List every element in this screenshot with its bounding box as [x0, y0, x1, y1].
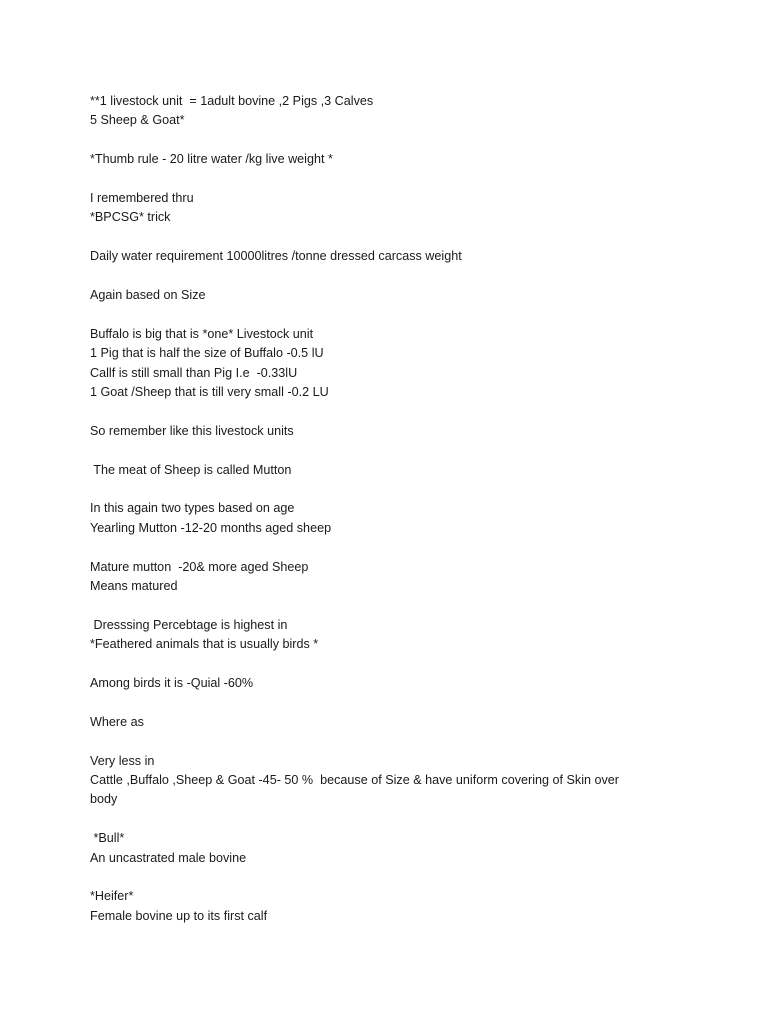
blank-line: [90, 402, 690, 421]
text-line: Again based on Size: [90, 288, 206, 302]
text-line: Cattle ,Buffalo ,Sheep & Goat -45- 50 % because of Size & have uniform covering of Skin over: [90, 773, 619, 788]
text-line: **1 livestock unit = 1adult bovine ,2 Pigs ,3 Calves: [90, 94, 374, 108]
text-line: Dresssing Percebtage is highest in: [90, 617, 288, 632]
text-line: Daily water requirement 10000litres /tonne dressed carcass weight: [90, 249, 462, 264]
text-line: Female bovine up to its first calf: [90, 908, 268, 923]
document-text: [90, 92, 690, 926]
text-line: Means matured: [90, 579, 178, 594]
text-line: *Feathered animals that is usually birds *: [90, 637, 319, 652]
blank-line: [90, 732, 690, 751]
blank-line: [90, 228, 690, 247]
blank-line: [90, 480, 690, 499]
blank-line: [90, 693, 690, 712]
text-line: The meat of Sheep is called Mutton: [90, 462, 292, 477]
blank-line: [90, 868, 690, 887]
text-line: 1 Pig that is half the size of Buffalo -0.5 lU: [90, 346, 324, 361]
blank-line: [90, 810, 690, 829]
text-line: So remember like this livestock units: [90, 423, 294, 438]
text-line: *Heifer*: [90, 889, 134, 904]
text-line: An uncastrated male bovine: [90, 850, 247, 865]
text-line: *Thumb rule - 20 litre water /kg live weight *: [90, 152, 333, 167]
text-line: I remembered thru: [90, 191, 194, 205]
text-line: Callf is still small than Pig I.e -0.33lU: [90, 365, 298, 380]
blank-line: [90, 170, 690, 189]
text-line: Yearling Mutton -12-20 months aged sheep: [90, 520, 332, 535]
blank-line: [90, 655, 690, 674]
text-line: 5 Sheep & Goat*: [90, 113, 185, 128]
text-line: Among birds it is -Quial -60%: [90, 676, 254, 691]
text-line: Where as: [90, 714, 144, 729]
text-line: *BPCSG* trick: [90, 210, 171, 225]
text-line: 1 Goat /Sheep that is till very small -0.2 LU: [90, 385, 329, 400]
blank-line: [90, 441, 690, 460]
text-line: body: [90, 792, 118, 807]
text-line: In this again two types based on age: [90, 501, 295, 516]
text-line: Buffalo is big that is *one* Livestock unit: [90, 326, 314, 341]
blank-line: [90, 131, 690, 150]
blank-line: [90, 305, 690, 324]
blank-line: [90, 267, 690, 286]
text-line: Very less in: [90, 753, 155, 768]
text-line: Mature mutton -20& more aged Sheep: [90, 559, 309, 574]
blank-line: [90, 596, 690, 615]
blank-line: [90, 538, 690, 557]
text-line: *Bull*: [90, 831, 125, 846]
